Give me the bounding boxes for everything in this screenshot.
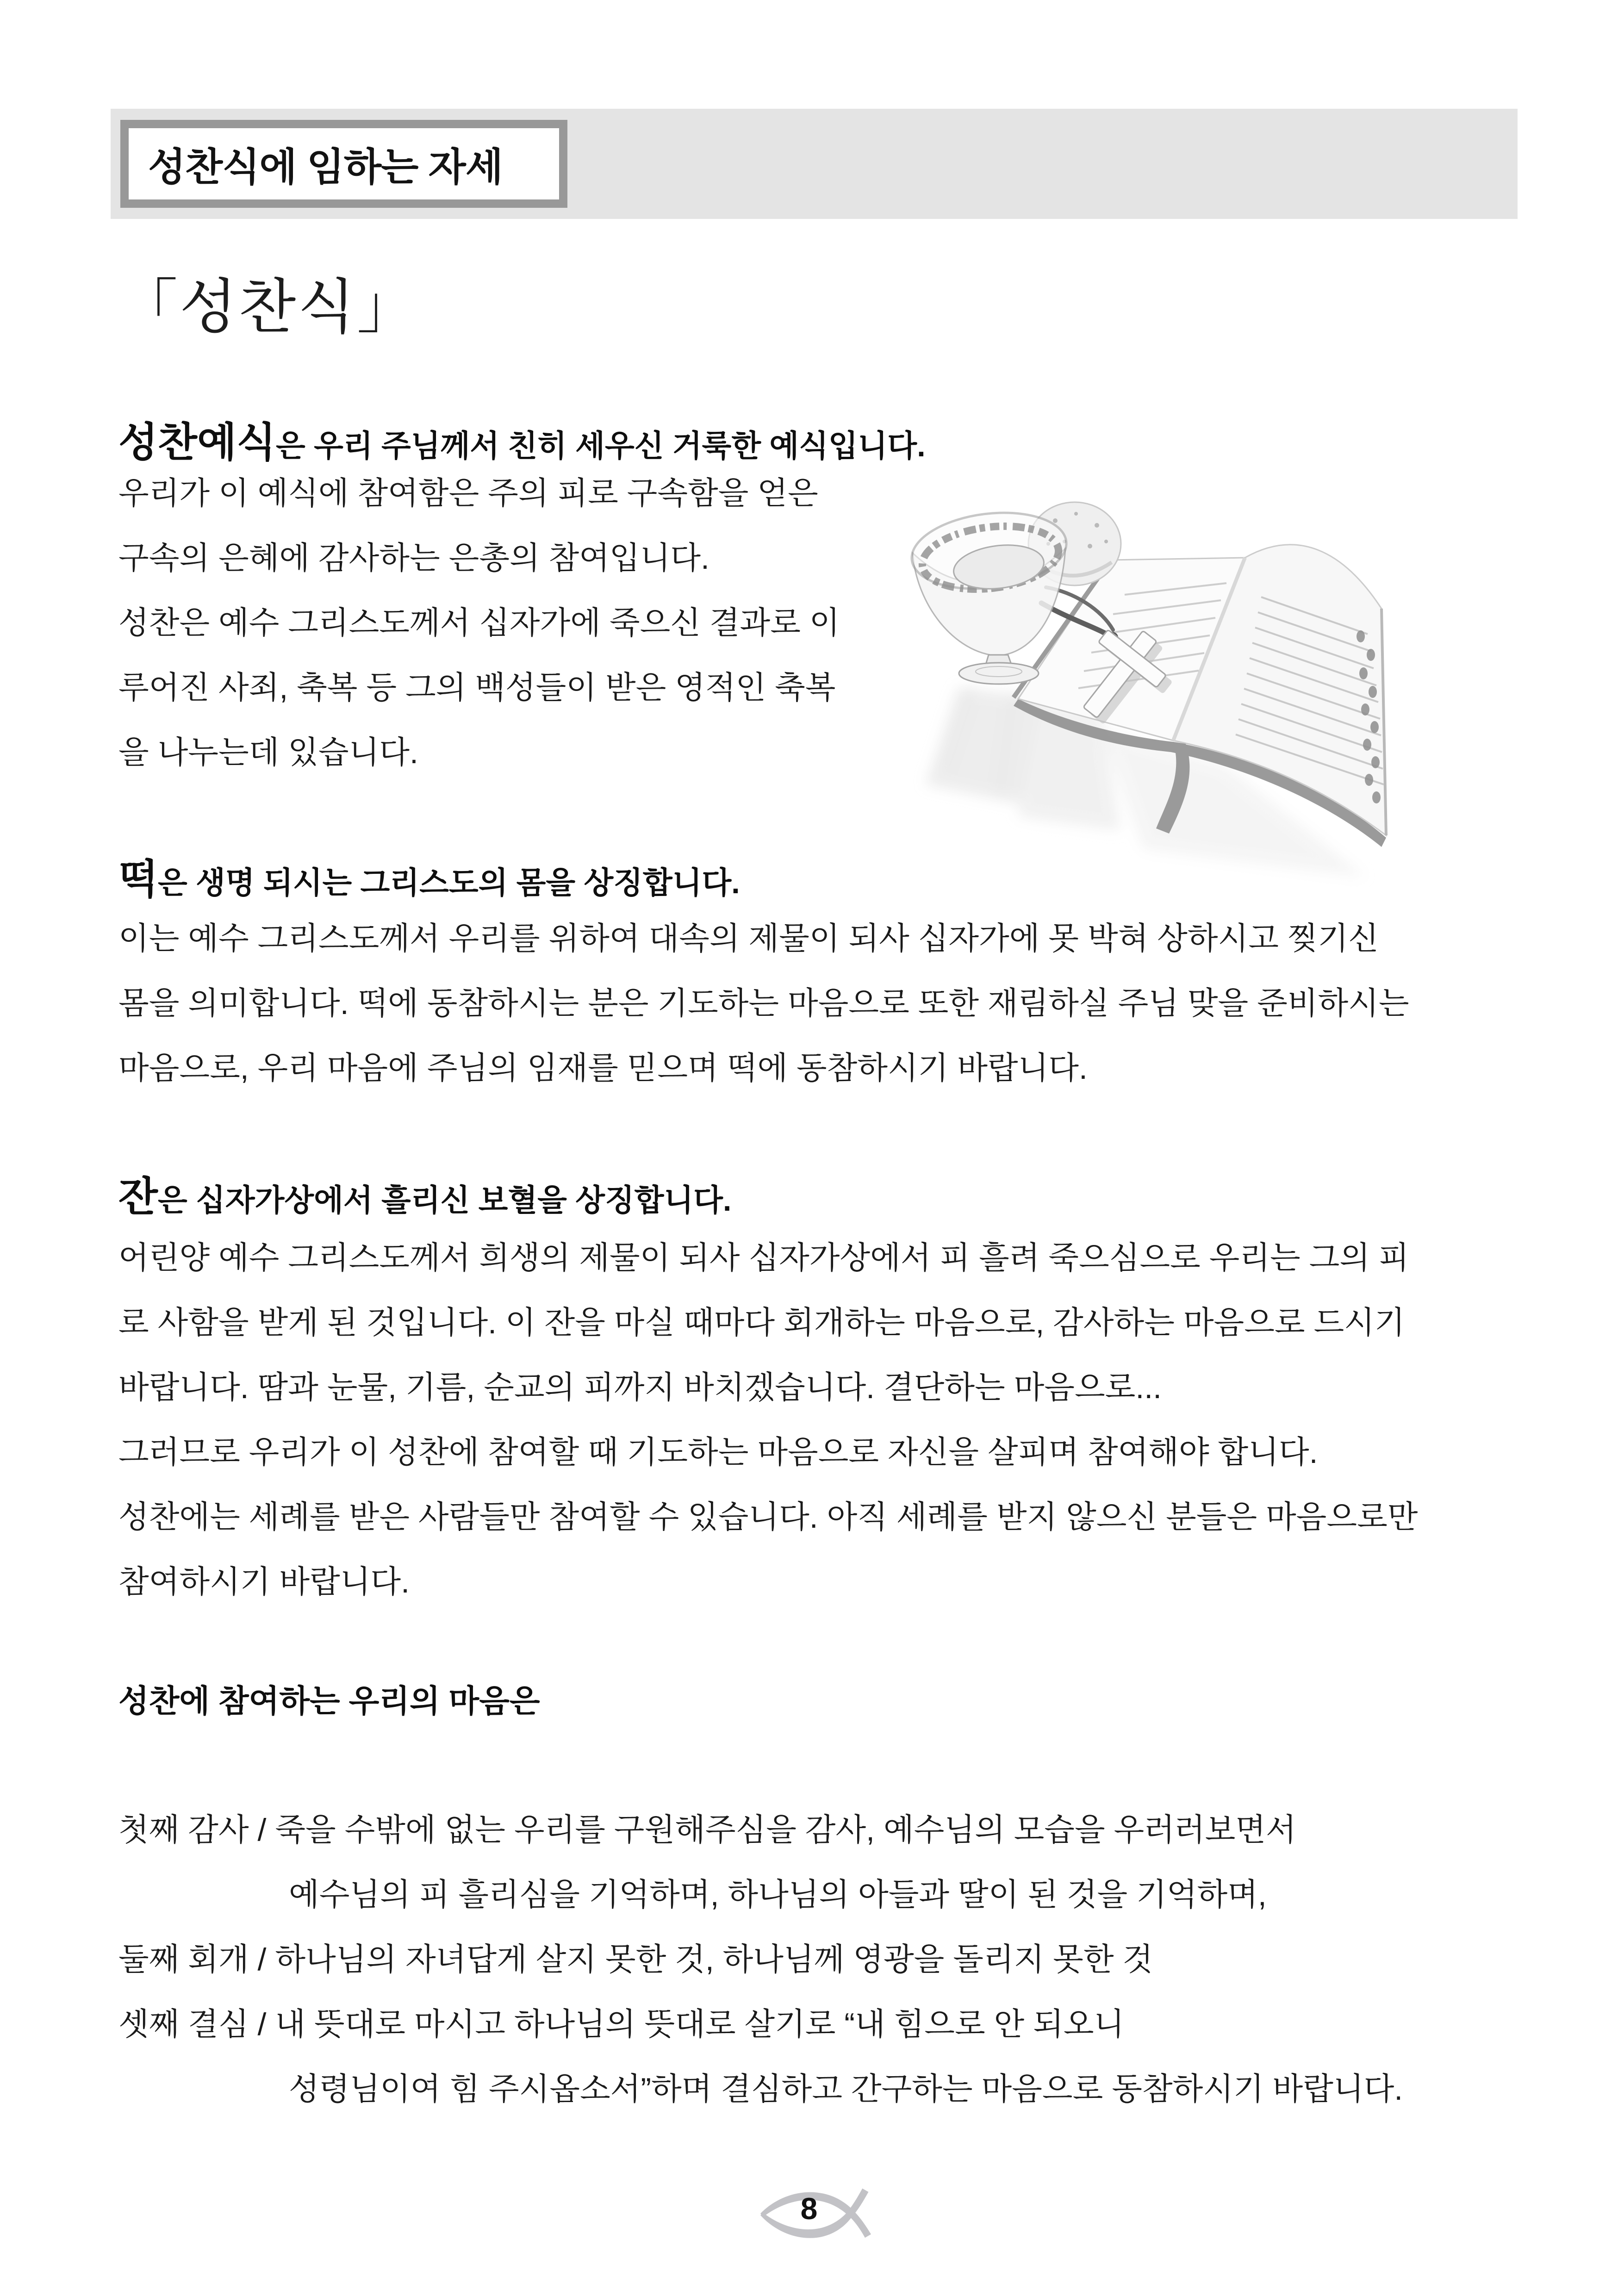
heading-lead: 잔 <box>118 1174 158 1220</box>
heading-lead: 떡 <box>118 856 158 902</box>
body-line: 그러므로 우리가 이 성찬에 참여할 때 기도하는 마음으로 자신을 살피며 참여해야 합니다. <box>118 1435 1318 1470</box>
body-line: 몸을 의미합니다. 떡에 동참하시는 분은 기도하는 마음으로 또한 재림하실 주님 맞을 준비하시는 <box>118 986 1409 1021</box>
body-line: 첫째 감사 / 죽을 수밖에 없는 우리를 구원해주심을 감사, 예수님의 모습을 우러러보면서 <box>118 1812 1296 1848</box>
paragraph-bread <box>118 906 1409 1101</box>
heading-rest: 은 우리 주님께서 친히 세우신 거룩한 예식입니다. <box>276 429 926 463</box>
body-line: 구속의 은혜에 감사하는 은총의 참여입니다. <box>118 541 709 576</box>
body-line: 마음으로, 우리 마음에 주님의 임재를 믿으며 떡에 동참하시기 바랍니다. <box>118 1051 1088 1086</box>
section-title-box <box>120 120 567 208</box>
heading-rest: 은 생명 되시는 그리스도의 몸을 상징합니다. <box>158 865 740 900</box>
page-title: 「성찬식」 <box>118 274 418 340</box>
body-line: 루어진 사죄, 축복 등 그의 백성들이 받은 영적인 축복 <box>118 670 836 705</box>
body-line: 로 사함을 받게 된 것입니다. 이 잔을 마실 때마다 회개하는 마음으로, 감사하는 마음으로 드시기 <box>118 1305 1405 1340</box>
body-line: 을 나누는데 있습니다. <box>118 735 418 770</box>
communion-photo-illustration <box>902 488 1490 919</box>
body-line: 참여하시기 바랍니다. <box>118 1564 410 1599</box>
section-heading-bread <box>118 847 740 905</box>
body-line: 어린양 예수 그리스도께서 희생의 제물이 되사 십자가상에서 피 흘려 죽으심으로 우리는 그의 피 <box>118 1240 1409 1276</box>
body-line: 예수님의 피 흘리심을 기억하며, 하나님의 아들과 딸이 된 것을 기억하며, <box>289 1877 1267 1912</box>
body-line: 바랍니다. 땀과 눈물, 기름, 순교의 피까지 바치겠습니다. 결단하는 마음으로... <box>118 1370 1162 1405</box>
paragraph-intro <box>118 461 840 785</box>
body-line: 이는 예수 그리스도께서 우리를 위하여 대속의 제물이 되사 십자가에 못 박혀 상하시고 찢기신 <box>118 921 1379 956</box>
body-line: 셋째 결심 / 내 뜻대로 마시고 하나님의 뜻대로 살기로 “내 힘으로 안 되오니 <box>118 2007 1125 2042</box>
heading-lead: 성찬예식 <box>118 419 276 465</box>
heading-rest: 은 십자가상에서 흘리신 보혈을 상징합니다. <box>158 1183 732 1217</box>
body-line: 성령님이여 힘 주시옵소서”하며 결심하고 간구하는 마음으로 동참하시기 바랍니다. <box>289 2072 1403 2107</box>
body-line: 성찬에는 세례를 받은 사람들만 참여할 수 있습니다. 아직 세례를 받지 않으신 분들은 마음으로만 <box>118 1500 1418 1535</box>
section-banner <box>111 109 1518 219</box>
banner-title: 성찬식에 임하는 자세 <box>148 145 503 189</box>
paragraph-cup <box>118 1226 1418 1614</box>
body-line: 둘째 회개 / 하나님의 자녀답게 살지 못한 것, 하나님께 영광을 돌리지 못한 것 <box>118 1942 1153 1977</box>
section-heading-cup <box>118 1164 731 1223</box>
body-line: 성찬은 예수 그리스도께서 십자가에 죽으신 결과로 이 <box>118 605 840 641</box>
body-line: 우리가 이 예식에 참여함은 주의 피로 구속함을 얻은 <box>118 476 818 511</box>
page-number: 8 <box>800 2191 818 2226</box>
section-heading-hearts: 성찬에 참여하는 우리의 마음은 <box>118 1684 540 1719</box>
paragraph-hearts <box>118 1798 1403 2122</box>
section-heading-intro <box>118 410 926 468</box>
